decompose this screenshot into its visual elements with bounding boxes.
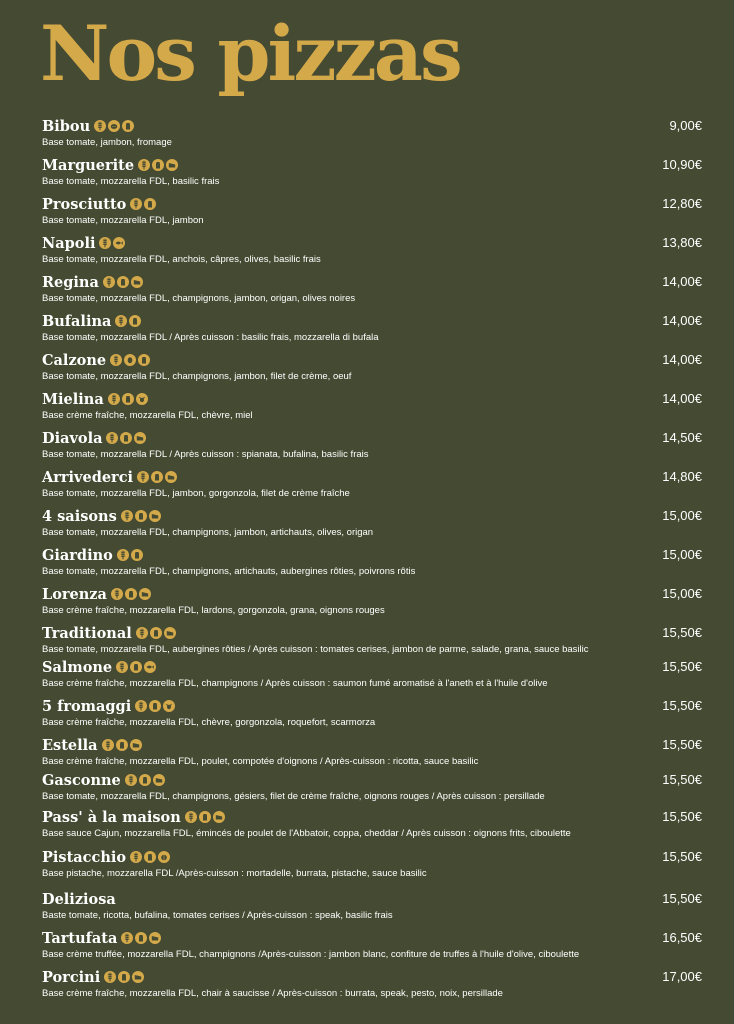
pizza-description: Base tomate, jambon, fromage — [42, 137, 172, 148]
pizza-name: Deliziosa — [42, 890, 116, 908]
milk-icon — [199, 811, 211, 823]
pizza-description: Base crème fraîche, mozzarella FDL, chèvre, gorgonzola, roquefort, scarmorza — [42, 717, 376, 728]
pizza-price: 15,00€ — [662, 547, 702, 562]
pizza-description: Base pistache, mozzarella FDL /Après-cuisson : mortadelle, burrata, pistache, sauce basilic — [42, 868, 427, 879]
pizza-description: Base crème fraîche, mozzarella FDL, poulet, compotée d'oignons / Après-cuisson : ricotta, sauce basilic — [42, 756, 479, 767]
pizza-item — [42, 155, 702, 193]
egg-icon — [124, 354, 136, 366]
pizza-price: 15,50€ — [662, 849, 702, 864]
pizza-description: Base tomate, mozzarella FDL, champignons, jambon, filet de crème, oeuf — [42, 371, 352, 382]
wheat-icon — [135, 700, 147, 712]
pizza-description: Base tomate, mozzarella FDL, champignons, jambon, origan, olives noires — [42, 293, 356, 304]
pizza-name: Prosciutto — [42, 195, 127, 213]
wheat-icon — [137, 471, 149, 483]
milk-icon — [151, 471, 163, 483]
pizza-item — [42, 735, 702, 773]
pizza-name: Giardino — [42, 546, 113, 564]
wheat-icon — [110, 354, 122, 366]
pizza-item — [42, 928, 702, 966]
pizza-price: 15,50€ — [662, 659, 702, 674]
pizza-item — [42, 889, 702, 927]
milk-icon — [130, 661, 142, 673]
pizza-price: 17,00€ — [662, 969, 702, 984]
pizza-item — [42, 770, 702, 808]
wheat-icon — [111, 588, 123, 600]
cheese-icon — [130, 739, 142, 751]
milk-icon — [117, 276, 129, 288]
pizza-name: Gasconne — [42, 771, 121, 789]
pizza-item — [42, 350, 702, 388]
pizza-description: Base sauce Cajun, mozzarella FDL, émincés de poulet de l'Abbatoir, coppa, cheddar / Après cuisson : oignons frits, ciboulette — [42, 828, 571, 839]
pizza-item — [42, 116, 702, 154]
pizza-name: Traditional — [42, 624, 132, 642]
pizza-description: Base crème fraîche, mozzarella FDL, champignons / Après cuisson : saumon fumé aromatisé à l'aneth et à l'huile d'olive — [42, 678, 548, 689]
milk-icon — [144, 851, 156, 863]
pizza-name: Bibou — [42, 117, 91, 135]
wheat-icon — [99, 237, 111, 249]
pizza-name: Regina — [42, 273, 99, 291]
milk-icon — [138, 354, 150, 366]
pizza-description: Base tomate, mozzarella FDL, jambon — [42, 215, 204, 226]
pizza-item — [42, 967, 702, 1005]
pizza-name: Pass' à la maison — [42, 808, 181, 826]
cheese-icon — [164, 627, 176, 639]
wheat-icon — [94, 120, 106, 132]
wheat-icon — [117, 549, 129, 561]
wheat-icon — [121, 932, 133, 944]
pizza-description: Base crème fraîche, mozzarella FDL, lardons, gorgonzola, grana, oignons rouges — [42, 605, 385, 616]
pizza-name: Estella — [42, 736, 98, 754]
cheese-icon — [131, 276, 143, 288]
goat-icon — [136, 393, 148, 405]
goat-icon — [163, 700, 175, 712]
wheat-icon — [121, 510, 133, 522]
milk-icon — [135, 932, 147, 944]
pizza-description: Base tomate, mozzarella FDL, jambon, gorgonzola, filet de crème fraîche — [42, 488, 350, 499]
pizza-price: 15,50€ — [662, 809, 702, 824]
pizza-price: 14,00€ — [662, 352, 702, 367]
pizza-description: Base tomate, mozzarella FDL, champignons, jambon, artichauts, olives, origan — [42, 527, 374, 538]
wheat-icon — [116, 661, 128, 673]
pizza-name: Marguerite — [42, 156, 135, 174]
pizza-description: Base tomate, mozzarella FDL, aubergines rôties / Après cuisson : tomates cerises, jambon de parme, salade, grana, sauce basilic — [42, 644, 589, 655]
pizza-item — [42, 389, 702, 427]
cheese-icon — [134, 432, 146, 444]
wheat-icon — [136, 627, 148, 639]
pizza-description: Base tomate, mozzarella FDL / Après cuisson : spianata, bufalina, basilic frais — [42, 449, 369, 460]
page-title: Nos pizzas — [40, 9, 460, 98]
wheat-icon — [103, 276, 115, 288]
milk-icon — [150, 627, 162, 639]
wheat-icon — [130, 198, 142, 210]
wheat-icon — [106, 432, 118, 444]
pizza-name: Salmone — [42, 658, 113, 676]
pizza-price: 15,50€ — [662, 698, 702, 713]
fish-icon — [144, 661, 156, 673]
wheat-icon — [108, 393, 120, 405]
pizza-price: 15,50€ — [662, 625, 702, 640]
pizza-description: Base tomate, mozzarella FDL / Après cuisson : basilic frais, mozzarella di bufala — [42, 332, 379, 343]
pizza-item — [42, 807, 702, 845]
cheese-icon — [139, 588, 151, 600]
pizza-item — [42, 233, 702, 271]
pizza-price: 16,50€ — [662, 930, 702, 945]
pizza-price: 12,80€ — [662, 196, 702, 211]
pork-icon — [108, 120, 120, 132]
pizza-description: Baste tomate, ricotta, bufalina, tomates cerises / Après-cuisson : speak, basilic frais — [42, 910, 393, 921]
pizza-name: Napoli — [42, 234, 96, 252]
pizza-price: 15,00€ — [662, 508, 702, 523]
milk-icon — [152, 159, 164, 171]
pizza-price: 14,50€ — [662, 430, 702, 445]
cheese-icon — [165, 471, 177, 483]
pizza-name: Calzone — [42, 351, 107, 369]
pizza-price: 14,00€ — [662, 313, 702, 328]
pizza-item — [42, 272, 702, 310]
pizza-name: Porcini — [42, 968, 101, 986]
milk-icon — [122, 393, 134, 405]
wheat-icon — [138, 159, 150, 171]
pizza-item — [42, 428, 702, 466]
milk-icon — [149, 700, 161, 712]
cheese-icon — [149, 932, 161, 944]
milk-icon — [144, 198, 156, 210]
pizza-price: 10,90€ — [662, 157, 702, 172]
pizza-item — [42, 847, 702, 885]
milk-icon — [129, 315, 141, 327]
milk-icon — [120, 432, 132, 444]
pizza-name: Pistacchio — [42, 848, 127, 866]
cheese-icon — [153, 774, 165, 786]
pizza-item — [42, 194, 702, 232]
milk-icon — [125, 588, 137, 600]
milk-icon — [118, 971, 130, 983]
pizza-name: Bufalina — [42, 312, 112, 330]
pizza-item — [42, 657, 702, 695]
pizza-name: Tartufata — [42, 929, 118, 947]
milk-icon — [139, 774, 151, 786]
pizza-price: 15,50€ — [662, 891, 702, 906]
cheese-icon — [166, 159, 178, 171]
wheat-icon — [102, 739, 114, 751]
wheat-icon — [185, 811, 197, 823]
milk-icon — [131, 549, 143, 561]
pizza-item — [42, 467, 702, 505]
wheat-icon — [130, 851, 142, 863]
milk-icon — [122, 120, 134, 132]
pizza-item — [42, 696, 702, 734]
pizza-item — [42, 623, 702, 661]
pizza-description: Base tomate, mozzarella FDL, champignons, gésiers, filet de crème fraîche, oignons rouges / Après cuisson : persillade — [42, 791, 545, 802]
cheese-icon — [213, 811, 225, 823]
pizza-price: 13,80€ — [662, 235, 702, 250]
milk-icon — [135, 510, 147, 522]
pizza-price: 15,50€ — [662, 772, 702, 787]
pizza-price: 15,00€ — [662, 586, 702, 601]
pizza-item — [42, 584, 702, 622]
pizza-name: 5 fromaggi — [42, 697, 132, 715]
pizza-name: Mielina — [42, 390, 104, 408]
pizza-item — [42, 311, 702, 349]
pizza-price: 9,00€ — [669, 118, 702, 133]
pizza-name: Diavola — [42, 429, 103, 447]
pizza-item — [42, 545, 702, 583]
pizza-description: Base crème fraîche, mozzarella FDL, chèvre, miel — [42, 410, 253, 421]
pizza-description: Base crème fraîche, mozzarella FDL, chair à saucisse / Après-cuisson : burrata, speak, pesto, noix, persillade — [42, 988, 503, 999]
pizza-name: 4 saisons — [42, 507, 117, 525]
pizza-description: Base tomate, mozzarella FDL, anchois, câpres, olives, basilic frais — [42, 254, 321, 265]
pizza-item — [42, 506, 702, 544]
milk-icon — [116, 739, 128, 751]
cheese-icon — [132, 971, 144, 983]
pizza-description: Base tomate, mozzarella FDL, basilic frais — [42, 176, 220, 187]
wheat-icon — [115, 315, 127, 327]
pizza-price: 14,00€ — [662, 391, 702, 406]
nut-icon — [158, 851, 170, 863]
fish-icon — [113, 237, 125, 249]
pizza-description: Base crème truffée, mozzarella FDL, champignons /Après-cuisson : jambon blanc, confiture de truffes à l'huile d'olive, ciboulette — [42, 949, 580, 960]
wheat-icon — [125, 774, 137, 786]
pizza-name: Arrivederci — [42, 468, 134, 486]
pizza-description: Base tomate, mozzarella FDL, champignons, artichauts, aubergines rôties, poivrons rôtis — [42, 566, 416, 577]
pizza-price: 14,80€ — [662, 469, 702, 484]
pizza-price: 14,00€ — [662, 274, 702, 289]
pizza-price: 15,50€ — [662, 737, 702, 752]
cheese-icon — [149, 510, 161, 522]
pizza-name: Lorenza — [42, 585, 107, 603]
wheat-icon — [104, 971, 116, 983]
